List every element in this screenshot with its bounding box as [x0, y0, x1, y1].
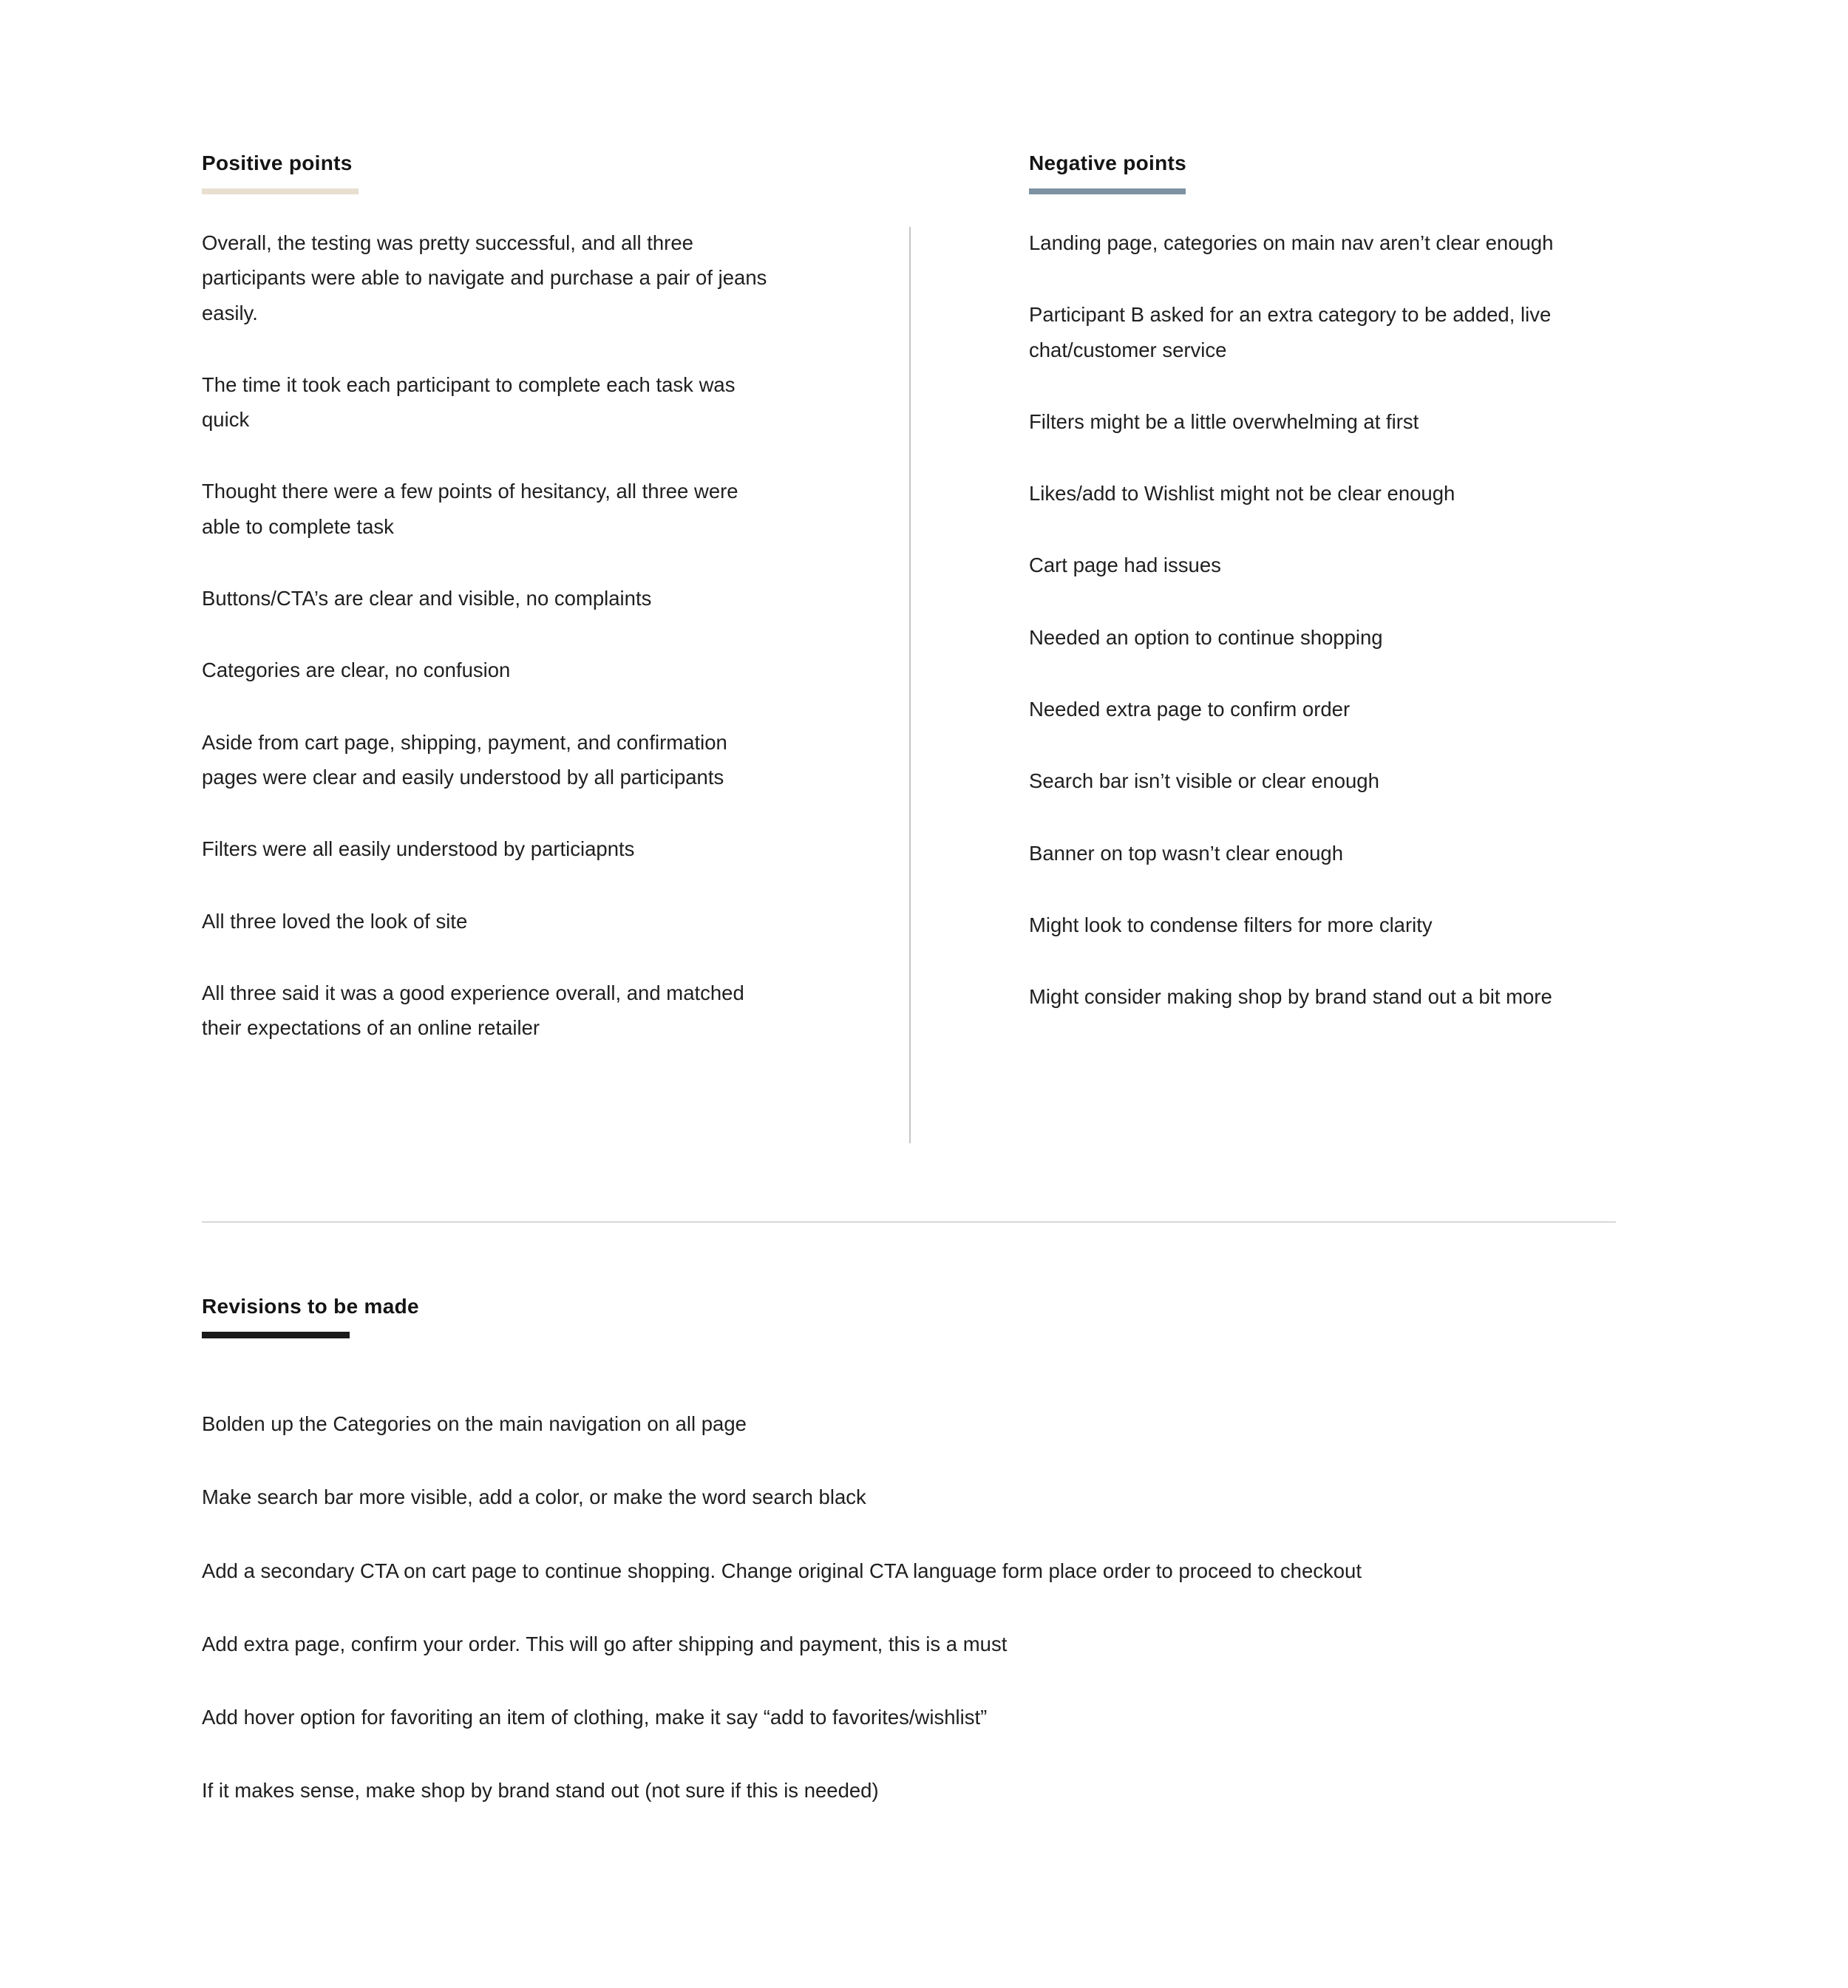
revision-item: Add a secondary CTA on cart page to continue shopping. Change original CTA language form place order to proceed to checkout — [202, 1559, 1362, 1582]
positive-point: Buttons/CTA’s are clear and visible, no complaints — [202, 587, 652, 610]
negative-point: Needed an option to continue shopping — [1029, 625, 1383, 649]
revision-item: Add extra page, confirm your order. This will go after shipping and payment, this is a must — [202, 1632, 1008, 1655]
positive-point: Filters were all easily understood by particiapnts — [202, 837, 635, 861]
negative-points-heading: Negative points — [1029, 152, 1186, 174]
positive-point: Aside from cart page, shipping, payment, and confirmation pages were clear and easily understood by all participants — [202, 730, 727, 789]
revisions-list — [202, 1406, 1702, 1808]
vertical-divider — [909, 227, 911, 1143]
negative-point: Cart page had issues — [1029, 554, 1221, 577]
positive-point: Thought there were a few points of hesitancy, all three were able to complete task — [202, 480, 738, 538]
negative-point: Might consider making shop by brand stand out a bit more — [1029, 985, 1552, 1009]
negative-point: Filters might be a little overwhelming at first — [1029, 409, 1419, 433]
negative-point: Needed extra page to confirm order — [1029, 698, 1351, 721]
positive-points-heading: Positive points — [202, 152, 353, 174]
revision-item: Add hover option for favoriting an item of clothing, make it say “add to favorites/wishlist” — [202, 1706, 988, 1729]
negative-point: Likes/add to Wishlist might not be clear enough — [1029, 482, 1455, 505]
negative-point: Participant B asked for an extra category to be added, live chat/customer service — [1029, 303, 1552, 361]
negative-point: Search bar isn’t visible or clear enough — [1029, 769, 1379, 793]
negative-point: Banner on top wasn’t clear enough — [1029, 841, 1344, 865]
positive-point: The time it took each participant to complete each task was quick — [202, 372, 736, 432]
revision-item: Bolden up the Categories on the main navigation on all page — [202, 1412, 747, 1435]
positive-points-list — [202, 225, 778, 1045]
revision-item: If it makes sense, make shop by brand stand out (not sure if this is needed) — [202, 1779, 879, 1803]
negative-point: Might look to condense filters for more clarity — [1029, 913, 1433, 936]
positive-point: Overall, the testing was pretty successful, and all three participants were able to navigate and purchase a pair of jeans easily. — [202, 231, 767, 324]
positive-points-section — [202, 152, 778, 1082]
positive-point: Categories are clear, no confusion — [202, 658, 511, 682]
revisions-heading: Revisions to be made — [202, 1295, 419, 1318]
negative-heading-underline — [1029, 188, 1186, 194]
positive-point: All three loved the look of site — [202, 909, 468, 933]
negative-point: Landing page, categories on main nav aren’t clear enough — [1029, 231, 1554, 254]
revisions-heading-underline — [202, 1332, 350, 1338]
revisions-section — [202, 1295, 1702, 1847]
positive-heading-underline — [202, 188, 359, 194]
revision-item: Make search bar more visible, add a color, or make the word search black — [202, 1485, 866, 1509]
negative-points-list — [1029, 225, 1580, 1015]
positive-point: All three said it was a good experience overall, and matched their expectations of an online retailer — [202, 981, 744, 1040]
negative-points-section — [1029, 152, 1580, 1052]
